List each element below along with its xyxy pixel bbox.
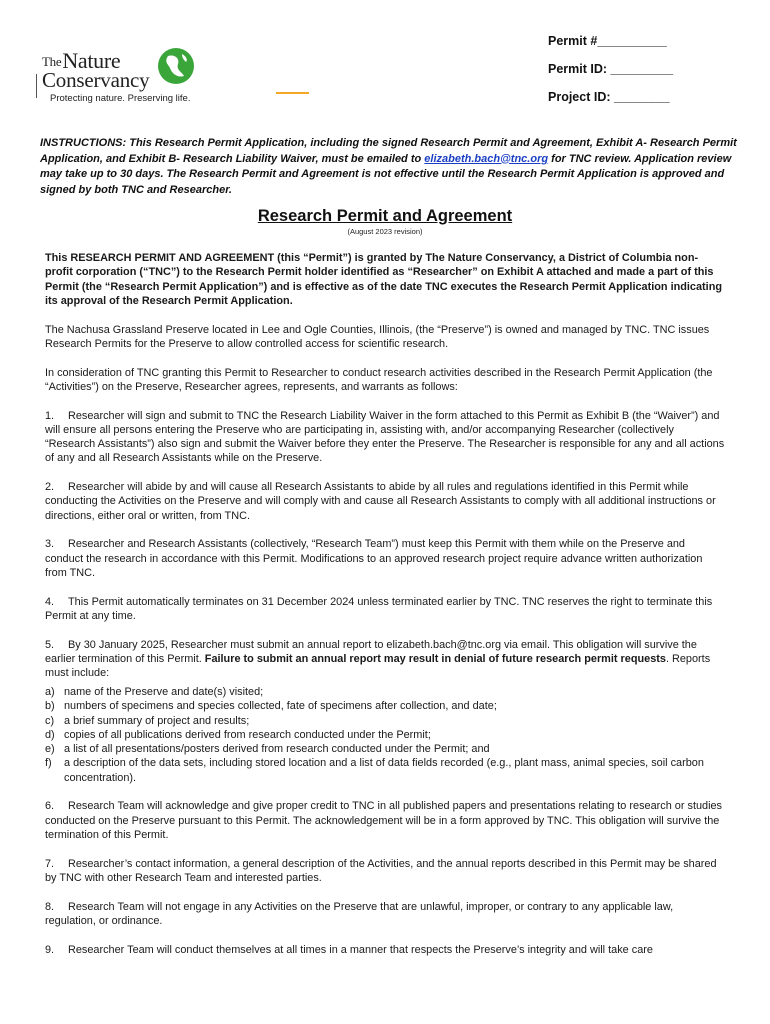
email-link[interactable]: elizabeth.bach@tnc.org (424, 152, 549, 165)
clause-9: 9. Researcher Team will conduct themselves at all times in a manner that respects the Preserve’s integrity and will take care (45, 943, 653, 956)
logo-wordmark-line2: Conservancy (42, 68, 150, 92)
project-id-field: Project ID: ________ (548, 90, 670, 104)
permit-id-fields (548, 34, 673, 118)
permit-number-field: Permit #__________ (548, 34, 667, 48)
tnc-logo (36, 46, 206, 106)
clause-5: 5. By 30 January 2025, Researcher must submit an annual report to elizabeth.bach@tnc.org via email. This obligation will survive the earlier termination of this Permit. Failure to submit an annual report may result in denial of future research permit requests. Reports must include: (45, 638, 711, 680)
consideration-paragraph: In consideration of TNC granting this Permit to Researcher to conduct research activities described in the Research Permit Application (the “Activities”) on the Preserve, Researcher agrees, represents, and warrants as follows: (45, 366, 713, 393)
logo-tagline: Protecting nature. Preserving life. (50, 93, 191, 104)
preserve-paragraph: The Nachusa Grassland Preserve located in Lee and Ogle Counties, Illinois, (the “Preserve”) is owned and managed by TNC. TNC issues Research Permits for the Preserve to allow controlled access for scientific research. (45, 323, 710, 350)
permit-id-field: Permit ID: _________ (548, 62, 674, 76)
clause-6: 6. Research Team will acknowledge and give proper credit to TNC in all published papers and presentations relating to research or studies conducted on the Preserve pursuant to this Permit. The acknowledgement will be in a form approved by TNC. This obligation will survive the termination of this Permit. (45, 800, 723, 842)
list-item: a) name of the Preserve and date(s) visited; (45, 685, 264, 698)
logo-divider (36, 74, 37, 98)
revision-note: (August 2023 revision) (347, 227, 423, 236)
clause-2: 2. Researcher will abide by and will cause all Research Assistants to abide by all rules and regulations identified in this Permit while conducting the Activities on the Preserve and will comply with and cause all Research Assistants to comply with all additional instructions or directions, either oral or written, from TNC. (45, 481, 716, 522)
page-title: Research Permit and Agreement (257, 207, 513, 225)
clause-7: 7. Researcher’s contact information, a general description of the Activities, and the annual reports described in this Permit may be shared by TNC with other Research Team and interested parties. (45, 857, 717, 884)
accent-line (276, 92, 309, 94)
intro-paragraph: This RESEARCH PERMIT AND AGREEMENT (this “Permit”) is granted by The Nature Conservancy, a District of Columbia non-profit corporation (“TNC”) to the Research Permit holder identified as “Researcher” on Exhibit A attached and made a part of this Permit (the “Research Permit Application”) and is effective as of the date TNC executes the Research Permit Application indicating its approval of the Research Permit Application. (45, 252, 723, 307)
globe-leaf-icon (156, 46, 196, 86)
clause-1: 1. Researcher will sign and submit to TNC the Research Liability Waiver in the form attached to this Permit as Exhibit B (the “Waiver”) and will ensure all persons entering the Preserve who are participating in, assisting with, and/or accompanying Researcher (collectively “Research Assistants”) also sign and submit the Waiver before they enter the Preserve. The Researcher is responsible for any and all actions of any and all Research Assistants while on the Preserve. (45, 409, 725, 465)
clause-4: 4. This Permit automatically terminates on 31 December 2024 unless terminated earlier by TNC. TNC reserves the right to terminate this Permit at any time. (45, 595, 713, 622)
instructions: INSTRUCTIONS: This Research Permit Application, including the signed Research Permit and Agreement, Exhibit A- Research Permit Application, and Exhibit B- Research Liability Waiver, must be emailed to elizabeth.bach@tnc.org for TNC review. Application review may take up to 30 days. The Research Permit and Agreement is not effective until the Research Permit Application is approved and signed by both TNC and Researcher. (40, 137, 737, 196)
report-requirements-list (45, 685, 725, 785)
clause-3: 3. Researcher and Research Assistants (collectively, “Research Team”) must keep this Permit with them while on the Preserve and conduct the research in accordance with this Permit. Modifications to an approved research project require advance written authorization from TNC. (45, 538, 703, 579)
document-body (45, 251, 725, 971)
logo-wordmark-line1: TheNature (42, 48, 121, 73)
list-item: b) numbers of specimens and species collected, fate of specimens after collection, and date; (45, 700, 497, 713)
list-item: c) a brief summary of project and results; (45, 714, 250, 727)
list-item: f) a description of the data sets, including stored location and a list of data fields recorded (e.g., plant mass, animal species, soil carbon concentration). (45, 757, 704, 784)
list-item: e) a list of all presentations/posters derived from research conducted under the Permit; and (45, 743, 490, 756)
list-item: d) copies of all publications derived from research conducted under the Permit; (45, 728, 431, 741)
clause-8: 8. Research Team will not engage in any Activities on the Preserve that are unlawful, improper, or contrary to any applicable law, regulation, or ordinance. (45, 900, 674, 927)
